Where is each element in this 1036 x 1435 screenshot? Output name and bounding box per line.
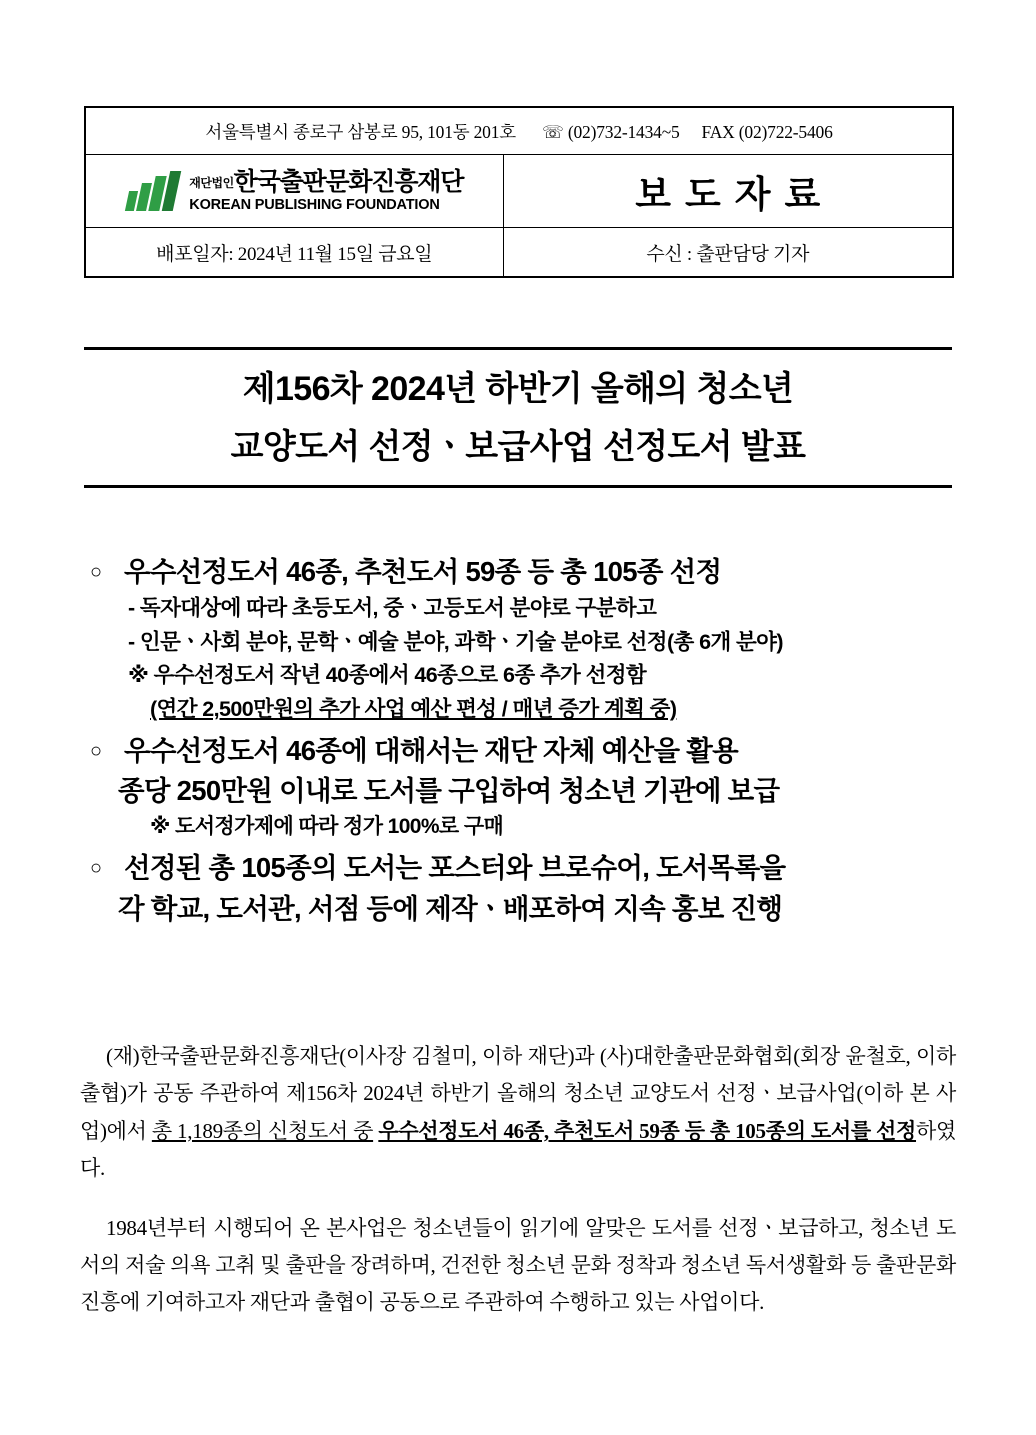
doc-type-cell: 보도자료 (503, 155, 953, 228)
header-table (84, 106, 954, 278)
title-line-1: 제156차 2024년 하반기 올해의 청소년 (242, 370, 794, 408)
summary-item-2 (84, 731, 964, 771)
summary-item-2-main: 우수선정도서 46종에 대해서는 재단 자체 예산을 활용 (124, 734, 738, 766)
summary-item-3-cont: 각 학교, 도서관, 서점 등에 제작ㆍ배포하여 지속 홍보 진행 (118, 892, 783, 924)
summary-item-1-sub-1: - 독자대상에 따라 초등도서, 중ㆍ고등도서 분야로 구분하고 (128, 596, 657, 621)
foundation-logo-icon (125, 171, 181, 211)
summary-item-1-main: 우수선정도서 46종, 추천도서 59종 등 총 105종 선정 (124, 556, 722, 587)
summary-item-3-main: 선정된 총 105종의 도서는 포스터와 브로슈어, 도서목록을 (124, 852, 786, 884)
recipient-cell: 수신 : 출판담당 기자 (503, 228, 953, 278)
logo-name-en: KOREAN PUBLISHING FOUNDATION (189, 196, 440, 213)
body-text (80, 1038, 956, 1344)
address-text: 서울특별시 종로구 삼봉로 95, 101동 201호 (205, 121, 516, 142)
phone-icon: ☏ (541, 121, 564, 142)
summary-list (84, 552, 964, 929)
logo-name-kr (189, 168, 463, 196)
header-address-cell (85, 107, 953, 155)
summary-item-2-cont: 종당 250만원 이내로 도서를 구입하여 청소년 기관에 보급 (118, 774, 780, 806)
bullet-circle-icon: ○ (90, 561, 103, 583)
fax-text: FAX (02)722-5406 (701, 121, 833, 142)
phone-text: (02)732-1434~5 (567, 121, 680, 142)
title-line-2: 교양도서 선정ㆍ보급사업 선정도서 발표 (230, 428, 806, 467)
bullet-circle-icon: ○ (90, 857, 103, 880)
logo-prefix: 재단법인 (189, 176, 234, 191)
summary-item-1 (84, 552, 964, 592)
summary-item-2-sub-1: ※ 도서정가제에 따라 정가 100%로 구매 (150, 815, 504, 839)
logo-cell (85, 155, 503, 228)
header-logo-row (85, 155, 953, 228)
bullet-circle-icon: ○ (90, 739, 103, 762)
paragraph-1-underline-1: 총 1,189종의 신청도서 중 (151, 1118, 374, 1143)
header-meta-row (85, 228, 953, 278)
paragraph-1-post: 하였다. (80, 1118, 956, 1181)
paragraph-1-pre: (재)한국출판문화진흥재단(이사장 김철미, 이하 재단)과 (사)대한출판문화협회(회장 윤철호, 이하 출협)가 공동 주관하여 제156차 2024년 하반기 올해의 청소년 교양도서 선정ㆍ보급사업(이하 본 사업)에서 (80, 1044, 956, 1143)
paragraph-1 (80, 1038, 956, 1188)
summary-item-3 (84, 848, 964, 888)
distribution-date-cell: 배포일자: 2024년 11월 15일 금요일 (85, 228, 503, 278)
header-address-row (85, 107, 953, 155)
summary-item-1-sub-2: - 인문ㆍ사회 분야, 문학ㆍ예술 분야, 과학ㆍ기술 분야로 선정(총 6개 분야) (128, 629, 783, 654)
paragraph-2: 1984년부터 시행되어 온 본사업은 청소년들이 읽기에 알맞은 도서를 선정ㆍ보급하고, 청소년 도서의 저술 의욕 고취 및 출판을 장려하며, 건전한 청소년 문화 정착과 청소년 독서생활화 등 출판문화진흥에 기여하고자 재단과 출협이 공동으로 주관하여 수행하고 있는 사업이다. (80, 1215, 956, 1315)
summary-item-1-sub-4: (연간 2,500만원의 추가 사업 예산 편성 / 매년 증가 계획 중) (150, 697, 677, 722)
paragraph-1-underline-2: 우수선정도서 46종, 추천도서 59종 등 총 105종의 도서를 선정 (378, 1118, 917, 1143)
logo-kr-text: 한국출판문화진흥재단 (233, 168, 464, 197)
summary-item-1-sub-3: ※ 우수선정도서 작년 40종에서 46종으로 6종 추가 선정함 (128, 663, 647, 688)
page-title (84, 347, 952, 488)
